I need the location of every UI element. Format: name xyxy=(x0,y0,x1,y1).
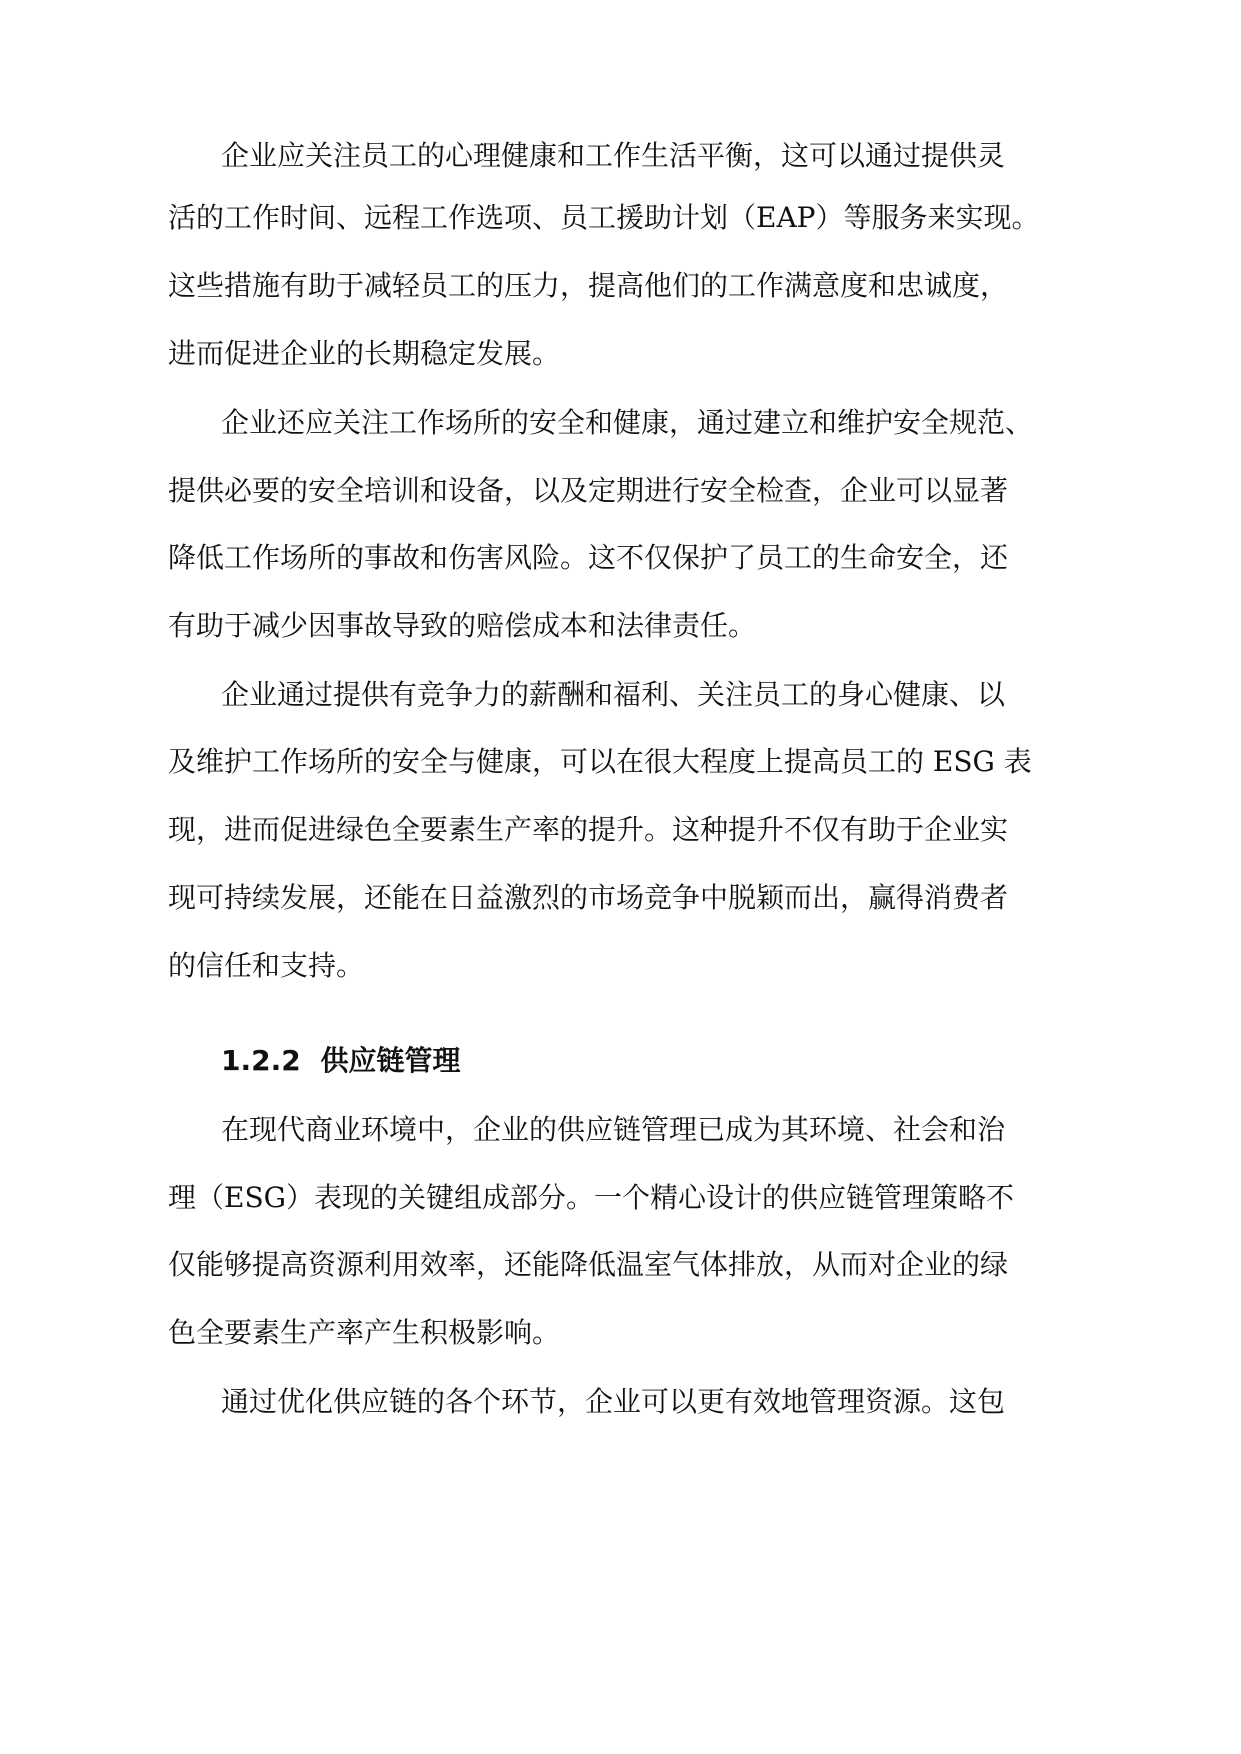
paragraph-3-line-2: 及维护工作场所的安全与健康，可以在很大程度上提高员工的 ESG 表 xyxy=(168,745,1032,778)
paragraph-3-line-1: 企业通过提供有竞争力的薪酬和福利、关注员工的身心健康、以 xyxy=(221,678,1006,711)
paragraph-5-line-1: 通过优化供应链的各个环节，企业可以更有效地管理资源。这包 xyxy=(221,1385,1006,1418)
paragraph-2-line-3: 降低工作场所的事故和伤害风险。这不仅保护了员工的生命安全，还 xyxy=(168,541,1009,574)
paragraph-1-line-4: 进而促进企业的长期稳定发展。 xyxy=(168,337,561,370)
paragraph-4-line-3: 仅能够提高资源利用效率，还能降低温室气体排放，从而对企业的绿 xyxy=(168,1248,1009,1281)
section-title: 供应链管理 xyxy=(320,1044,461,1077)
section-heading xyxy=(221,1041,461,1081)
paragraph-2-line-2: 提供必要的安全培训和设备，以及定期进行安全检查，企业可以显著 xyxy=(168,474,1009,507)
paragraph-1-line-1: 企业应关注员工的心理健康和工作生活平衡，这可以通过提供灵 xyxy=(221,139,1006,172)
paragraph-3-line-5: 的信任和支持。 xyxy=(168,949,365,982)
paragraph-3-line-3: 现，进而促进绿色全要素生产率的提升。这种提升不仅有助于企业实 xyxy=(168,813,1009,846)
paragraph-1-line-3: 这些措施有助于减轻员工的压力，提高他们的工作满意度和忠诚度， xyxy=(168,269,1009,302)
paragraph-4-line-1: 在现代商业环境中，企业的供应链管理已成为其环境、社会和治 xyxy=(221,1113,1006,1146)
paragraph-3-line-4: 现可持续发展，还能在日益激烈的市场竞争中脱颖而出，赢得消费者 xyxy=(168,881,1009,914)
paragraph-2-line-1: 企业还应关注工作场所的安全和健康，通过建立和维护安全规范、 xyxy=(221,406,1034,439)
section-number: 1.2.2 xyxy=(221,1044,301,1077)
paragraph-1-line-2: 活的工作时间、远程工作选项、员工援助计划（EAP）等服务来实现。 xyxy=(168,201,1040,234)
paragraph-2-line-4: 有助于减少因事故导致的赔偿成本和法律责任。 xyxy=(168,609,757,642)
paragraph-4-line-2: 理（ESG）表现的关键组成部分。一个精心设计的供应链管理策略不 xyxy=(168,1181,1014,1214)
paragraph-4-line-4: 色全要素生产率产生积极影响。 xyxy=(168,1316,561,1349)
